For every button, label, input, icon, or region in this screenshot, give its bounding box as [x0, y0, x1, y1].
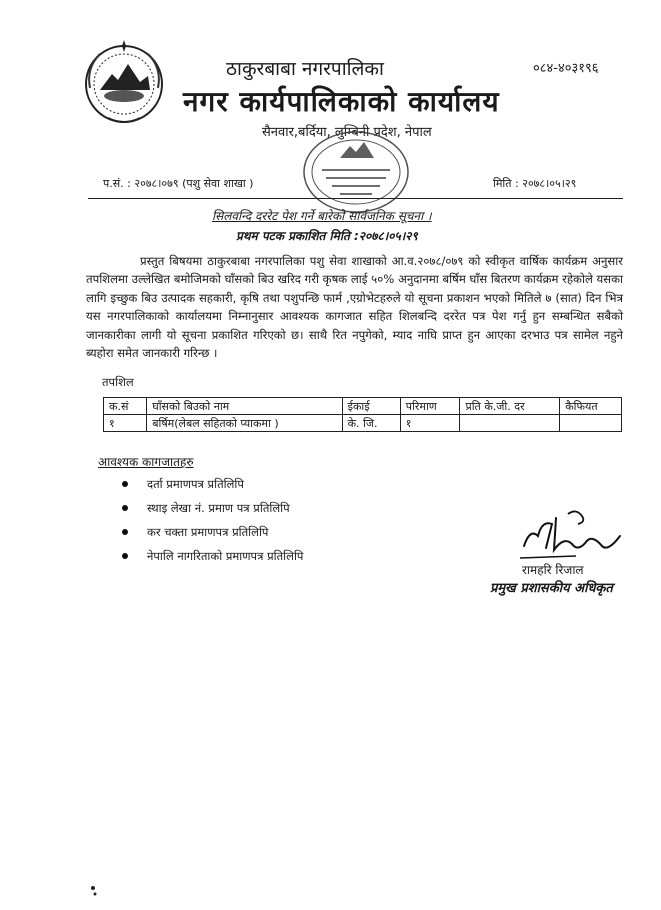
table-cell: बर्षिम(लेबल सहितको प्याकमा ): [147, 415, 342, 432]
municipality-emblem: [78, 38, 170, 126]
office-address: सैनवार,बर्दिया, लुम्बिनी प्रदेश, नेपाल: [262, 125, 432, 140]
column-header: ईकाई: [342, 398, 400, 415]
bullet-icon: [122, 505, 128, 511]
table-cell: [560, 415, 622, 432]
bullet-icon: [122, 481, 128, 487]
documents-list: [122, 472, 303, 568]
document-item: स्थाइ लेखा नं. प्रमाण पत्र प्रतिलिपि: [147, 501, 290, 515]
bullet-icon: [122, 553, 128, 559]
table-cell: [460, 415, 560, 432]
phone-number: ०८४-४०३१९६: [533, 61, 599, 76]
table-row: [104, 415, 622, 432]
list-item: [122, 472, 303, 496]
office-title: नगर कार्यपालिकाको कार्यालय: [183, 85, 500, 118]
table-cell: १: [400, 415, 460, 432]
table-cell: १: [104, 415, 147, 432]
document-item: कर चक्ता प्रमाणपत्र प्रतिलिपि: [147, 525, 269, 539]
scan-mark: [88, 884, 100, 898]
documents-heading: आवश्यक कागजातहरु: [98, 455, 194, 469]
table-cell: के. जि.: [342, 415, 400, 432]
header-divider: [88, 198, 623, 199]
list-item: [122, 496, 303, 520]
table-header-row: [104, 398, 622, 415]
column-header: परिमाण: [400, 398, 460, 415]
column-header: प्रति के.जी. दर: [460, 398, 560, 415]
notice-subject: सिलवन्दि दररेट पेश गर्ने बारेको सार्वजनिक सूचना ।: [212, 209, 432, 223]
notice-body: प्रस्तुत बिषयमा ठाकुरबाबा नगरपालिका पशु सेवा शाखाको आ.व.२०७८/०७९ को स्वीकृत वार्षिक कार्यक्रम अनुसार तपशिलमा उल्लेखित बमोजिमको घाँसको बिउ खरिद गरी कृषक लाई ५०% अनुदानमा बर्षिम घाँस बितरण कार्यक्रम रहेकोले यसका लागि इच्छुक बिउ उत्पादक सहकारी, कृषि तथा पशुपन्छि फार्म ,एग्रोभेटहरुले यो सूचना प्रकाशन भएको मितिले ७ (सात) दिन भित्र यस नगरपालिकाको कार्यालयमा निम्नानुसार आवश्यक कागजात सहित शिलबन्दि दररेत पत्र पेश गर्नु हुन सम्बन्धित सबैको जानकारीका लागी यो सूचना प्रकाशित गरिएको छ। साथै रित नपुगेको, म्याद नाघि प्राप्त हुन आएका दरभाउ पत्र सामेल नहुने ब्यहोरा समेत जानकारी गरिन्छ ।: [86, 254, 623, 361]
table-label: तपशिल: [102, 375, 134, 389]
reference-number: प.सं. : २०७८।०७९ (पशु सेवा शाखा ): [103, 177, 254, 190]
document-item: नेपालि नागरिताको प्रमाणपत्र प्रतिलिपि: [147, 549, 304, 563]
list-item: [122, 544, 303, 568]
list-item: [122, 520, 303, 544]
document-item: दर्ता प्रमाणपत्र प्रतिलिपि: [147, 477, 244, 491]
official-stamp: [300, 128, 412, 216]
column-header: घाँसको बिउको नाम: [147, 398, 342, 415]
signature: [516, 506, 626, 566]
bullet-icon: [122, 529, 128, 535]
items-table: [103, 397, 622, 432]
published-date: प्रथम पटक प्रकाशित मिति :२०७८।०५।२९: [236, 229, 418, 243]
signatory-name: रामहरि रिजाल: [522, 563, 584, 577]
column-header: क.सं: [104, 398, 147, 415]
column-header: कैफियत: [560, 398, 622, 415]
letter-date: मिति : २०७८।०५।२९: [493, 177, 577, 190]
office-name: ठाकुरबाबा नगरपालिका: [226, 58, 384, 80]
signatory-title: प्रमुख प्रशासकीय अधिकृत: [490, 581, 613, 596]
